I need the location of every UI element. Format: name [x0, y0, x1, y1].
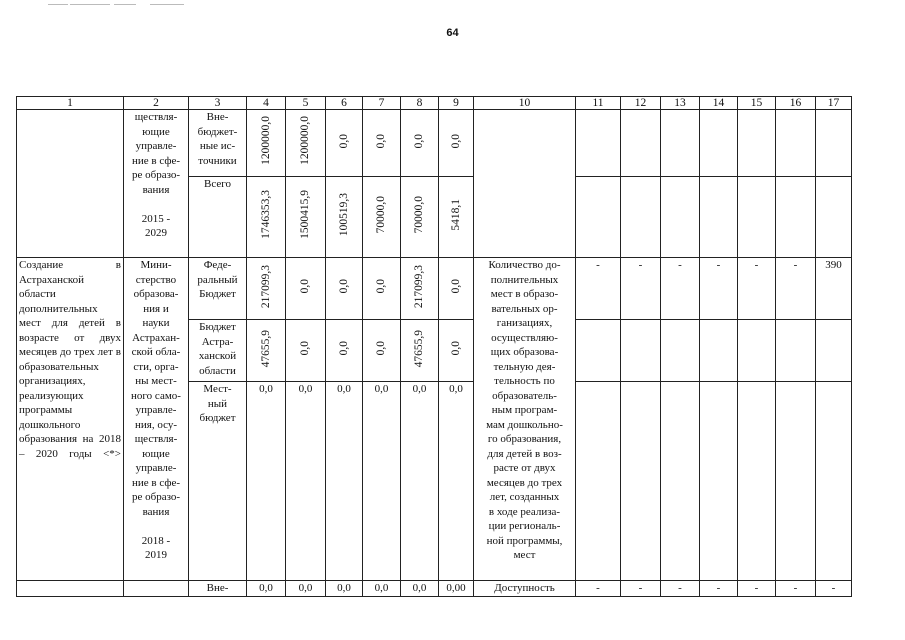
executor-cell	[124, 581, 189, 597]
measure-cell: Создание в Астраханской области дополнительных мест для детей в возрасте от двух месяцев до трех лет в образовательных организациях, реализующих программы дошкольного образования на 2018 – 2020 годы <*>	[17, 258, 124, 581]
value-cell-text: 0,0	[299, 341, 312, 356]
value-cell: 0,0	[247, 581, 286, 597]
value-cell-text: 1200000,0	[299, 116, 312, 166]
executor-cell: Мини- стерство образова- ния и науки Астрахан- ской обла- сти, орга- ны мест- ного само- управле- ния, осу- ществля- ющие управле- ние в сфе- ре образо- вания 2018 - 2019	[124, 258, 189, 581]
value-cell	[326, 320, 363, 382]
measure-cell	[17, 581, 124, 597]
header-cell: 10	[474, 97, 576, 110]
indicator-value-cell	[621, 110, 661, 177]
value-cell-text: 100519,3	[337, 193, 350, 237]
indicator-value-cell: -	[576, 258, 621, 320]
indicator-value-cell	[621, 177, 661, 258]
indicator-value-cell: -	[576, 581, 621, 597]
value-cell-text: 217099,3	[259, 264, 272, 308]
value-cell-text: 0,0	[337, 341, 350, 356]
value-cell-text: 0,0	[449, 133, 462, 148]
scan-artifact	[150, 4, 184, 5]
measure-cell	[17, 110, 124, 258]
value-cell	[363, 110, 401, 177]
value-cell-text: 47655,9	[259, 329, 272, 367]
indicator-value-cell	[661, 382, 700, 581]
header-cell: 12	[621, 97, 661, 110]
value-cell-text: 70000,0	[375, 196, 388, 234]
indicator-value-cell	[621, 382, 661, 581]
value-cell: 0,0	[363, 382, 401, 581]
value-cell-text: 0,0	[299, 279, 312, 294]
value-cell: 0,00	[439, 581, 474, 597]
value-cell-text: 0,0	[375, 279, 388, 294]
value-cell: 0,0	[326, 382, 363, 581]
indicator-value-cell	[816, 110, 852, 177]
value-cell-text: 0,0	[337, 279, 350, 294]
header-cell: 8	[401, 97, 439, 110]
header-cell: 17	[816, 97, 852, 110]
header-cell: 7	[363, 97, 401, 110]
indicator-value-cell: -	[738, 258, 776, 320]
value-cell	[439, 320, 474, 382]
value-cell	[247, 320, 286, 382]
source-cell: Феде- ральный Бюджет	[189, 258, 247, 320]
value-cell-text: 0,0	[375, 341, 388, 356]
scan-artifact	[114, 4, 136, 5]
indicator-value-cell	[661, 320, 700, 382]
scan-artifact	[70, 4, 110, 5]
scan-artifact	[48, 4, 68, 5]
value-cell	[286, 177, 326, 258]
indicator-value-cell	[738, 382, 776, 581]
source-cell: Бюджет Астра- ханской области	[189, 320, 247, 382]
indicator-value-cell	[661, 177, 700, 258]
indicator-value-cell	[816, 177, 852, 258]
indicator-value-cell	[576, 382, 621, 581]
value-cell: 0,0	[247, 382, 286, 581]
indicator-value-cell: -	[661, 581, 700, 597]
value-cell-text: 1500415,9	[299, 190, 312, 240]
indicator-value-cell	[776, 177, 816, 258]
indicator-cell: Количество до- полнительных мест в образо- вательных ор- ганизациях, осуществляю- щих образова- тельную дея- тельность по образователь- ным програм- мам дошкольно- го образования, для детей в воз- расте от двух месяцев до трех лет, созданных в ходе реализа- ции региональ- ной программы, мест	[474, 258, 576, 581]
value-cell: 0,0	[286, 581, 326, 597]
indicator-value-cell	[738, 177, 776, 258]
value-cell: 0,0	[401, 382, 439, 581]
value-cell-text: 1200000,0	[259, 116, 272, 166]
indicator-value-cell	[738, 320, 776, 382]
value-cell	[247, 258, 286, 320]
indicator-value-cell: -	[621, 258, 661, 320]
indicator-value-cell	[576, 320, 621, 382]
value-cell: 0,0	[363, 581, 401, 597]
value-cell-text: 0,0	[413, 133, 426, 148]
indicator-value-cell: -	[700, 258, 738, 320]
value-cell	[439, 177, 474, 258]
source-cell: Мест- ный бюджет	[189, 382, 247, 581]
value-cell	[439, 258, 474, 320]
indicator-value-cell	[576, 177, 621, 258]
value-cell-text: 70000,0	[413, 196, 426, 234]
value-cell	[439, 110, 474, 177]
indicator-value-cell: 390	[816, 258, 852, 320]
executor-cell: ществля- ющие управле- ние в сфе- ре образо- вания 2015 - 2029	[124, 110, 189, 258]
header-cell: 13	[661, 97, 700, 110]
indicator-value-cell	[738, 110, 776, 177]
source-cell: Вне-	[189, 581, 247, 597]
value-cell-text: 0,0	[337, 133, 350, 148]
header-cell: 2	[124, 97, 189, 110]
header-cell: 6	[326, 97, 363, 110]
value-cell	[247, 177, 286, 258]
indicator-value-cell: -	[700, 581, 738, 597]
indicator-value-cell	[776, 382, 816, 581]
indicator-cell: Доступность	[474, 581, 576, 597]
value-cell	[326, 177, 363, 258]
indicator-value-cell: -	[776, 581, 816, 597]
indicator-value-cell	[700, 320, 738, 382]
value-cell	[326, 110, 363, 177]
value-cell	[401, 110, 439, 177]
value-cell	[363, 258, 401, 320]
header-cell: 14	[700, 97, 738, 110]
value-cell	[363, 177, 401, 258]
indicator-value-cell	[776, 320, 816, 382]
value-cell	[363, 320, 401, 382]
indicator-value-cell	[576, 110, 621, 177]
source-cell: Вне- бюджет- ные ис- точники	[189, 110, 247, 177]
value-cell	[326, 258, 363, 320]
value-cell	[286, 258, 326, 320]
indicator-value-cell	[661, 110, 700, 177]
header-cell: 5	[286, 97, 326, 110]
source-cell: Всего	[189, 177, 247, 258]
header-cell: 1	[17, 97, 124, 110]
value-cell	[286, 320, 326, 382]
value-cell	[401, 320, 439, 382]
value-cell	[401, 258, 439, 320]
indicator-value-cell	[816, 382, 852, 581]
indicator-value-cell: -	[816, 581, 852, 597]
header-cell: 15	[738, 97, 776, 110]
value-cell-text: 0,0	[375, 133, 388, 148]
value-cell-text: 47655,9	[413, 329, 426, 367]
indicator-value-cell: -	[738, 581, 776, 597]
indicator-value-cell	[816, 320, 852, 382]
indicator-cell	[474, 110, 576, 258]
indicator-value-cell	[700, 110, 738, 177]
value-cell	[401, 177, 439, 258]
value-cell-text: 0,0	[449, 341, 462, 356]
header-cell: 9	[439, 97, 474, 110]
budget-table	[16, 96, 852, 597]
value-cell: 0,0	[326, 581, 363, 597]
value-cell: 0,0	[439, 382, 474, 581]
value-cell-text: 1746353,3	[259, 190, 272, 240]
value-cell	[286, 110, 326, 177]
header-cell: 4	[247, 97, 286, 110]
indicator-value-cell	[776, 110, 816, 177]
value-cell-text: 5418,1	[449, 198, 462, 231]
indicator-value-cell: -	[776, 258, 816, 320]
value-cell	[247, 110, 286, 177]
header-cell: 11	[576, 97, 621, 110]
indicator-value-cell	[700, 177, 738, 258]
value-cell-text: 0,0	[449, 279, 462, 294]
header-cell: 16	[776, 97, 816, 110]
page-number: 64	[446, 27, 459, 39]
indicator-value-cell	[700, 382, 738, 581]
value-cell: 0,0	[401, 581, 439, 597]
value-cell-text: 217099,3	[413, 264, 426, 308]
indicator-value-cell: -	[661, 258, 700, 320]
value-cell: 0,0	[286, 382, 326, 581]
indicator-value-cell	[621, 320, 661, 382]
header-cell: 3	[189, 97, 247, 110]
indicator-value-cell: -	[621, 581, 661, 597]
